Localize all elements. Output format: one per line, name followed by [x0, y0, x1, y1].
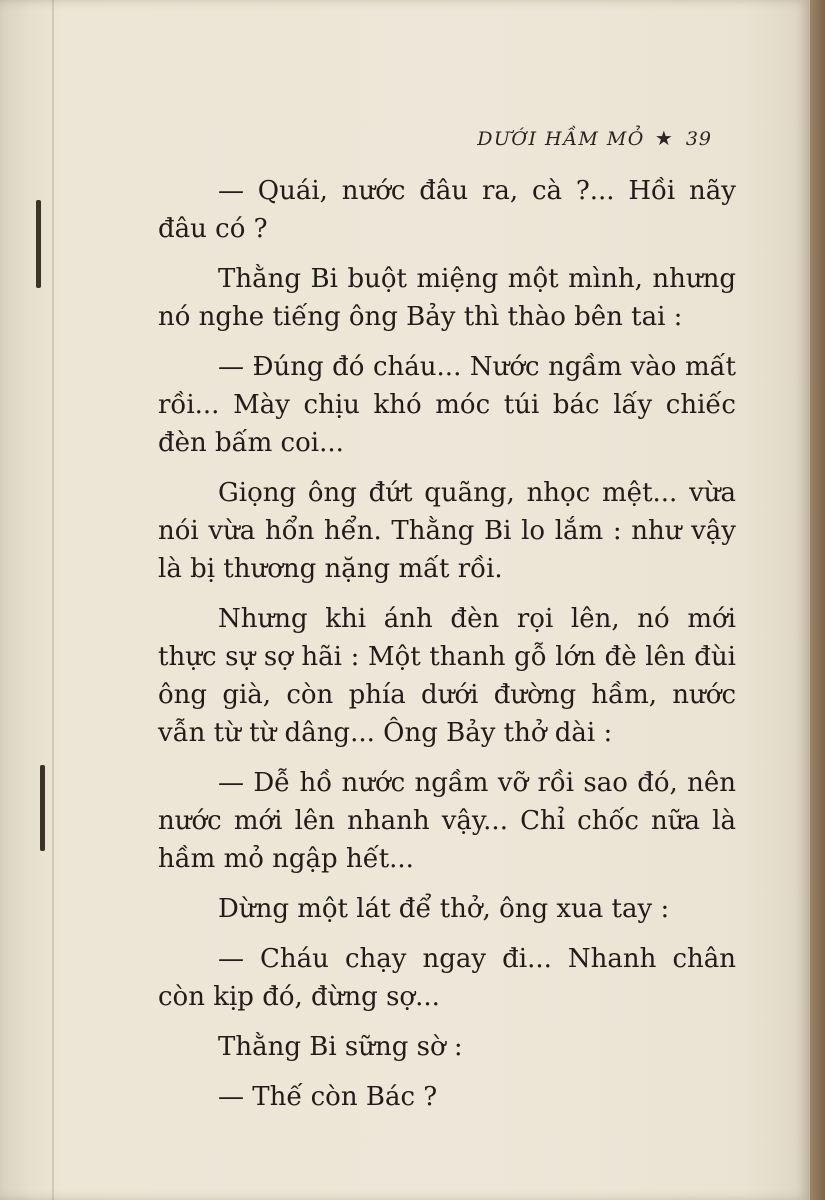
paragraph: — Đúng đó cháu... Nước ngầm vào mất rồi... Mày chịu khó móc túi bác lấy chiếc đèn bấm coi... [158, 352, 736, 458]
running-header [477, 126, 712, 150]
star-icon: ★ [654, 126, 674, 150]
page-number: 39 [685, 128, 712, 150]
paragraph: Dừng một lát để thở, ông xua tay : [218, 894, 670, 924]
paragraph: Nhưng khi ánh đèn rọi lên, nó mới thực sự sợ hãi : Một thanh gỗ lớn đè lên đùi ông già, còn phía dưới đường hầm, nước vẫn từ từ dâng... Ông Bảy thở dài : [158, 604, 736, 748]
paragraph: — Thế còn Bác ? [218, 1082, 438, 1112]
binding-staple-top [36, 200, 41, 288]
running-title: DƯỚI HẦM MỎ [477, 128, 645, 150]
paragraph: — Quái, nước đâu ra, cà ?... Hồi nãy đâu có ? [158, 176, 736, 244]
paragraph: Thằng Bi buột miệng một mình, nhưng nó nghe tiếng ông Bảy thì thào bên tai : [158, 264, 736, 332]
page-crease [52, 0, 54, 1200]
paragraph: — Cháu chạy ngay đi... Nhanh chân còn kịp đó, đừng sợ... [158, 944, 736, 1012]
paragraph: — Dễ hồ nước ngầm vỡ rồi sao đó, nên nước mới lên nhanh vậy... Chỉ chốc nữa là hầm mỏ ngập hết... [158, 768, 736, 874]
paragraph: Giọng ông đứt quãng, nhọc mệt... vừa nói vừa hổn hển. Thằng Bi lo lắm : như vậy là bị thương nặng mất rồi. [158, 478, 736, 584]
binding-staple-bottom [40, 765, 45, 851]
body-text [158, 172, 736, 1128]
page-edge [810, 0, 825, 1200]
paragraph: Thằng Bi sững sờ : [218, 1032, 463, 1062]
